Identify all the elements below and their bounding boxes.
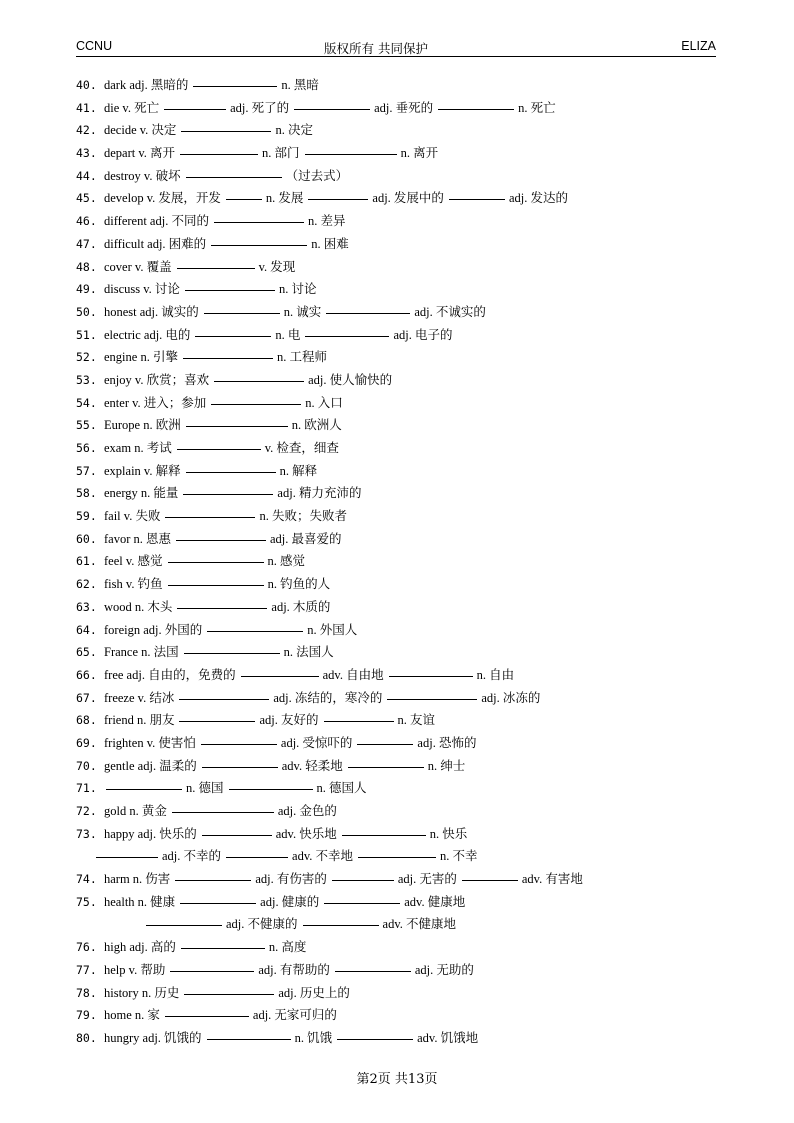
item-number: 66. bbox=[76, 667, 97, 682]
word-text: adj. 电子的 bbox=[393, 327, 453, 342]
vocab-line bbox=[76, 233, 726, 256]
word-text: health n. 健康 bbox=[104, 894, 176, 909]
answer-blank[interactable] bbox=[332, 868, 394, 881]
item-number: 55. bbox=[76, 418, 97, 433]
word-text: n. 法国人 bbox=[283, 645, 334, 660]
item-number: 69. bbox=[76, 735, 97, 750]
word-text: adv. 不健康地 bbox=[382, 917, 457, 932]
word-text: adj. 无助的 bbox=[414, 962, 474, 977]
word-text: exam n. 考试 bbox=[104, 441, 172, 455]
word-text: adv. 自由地 bbox=[322, 667, 384, 682]
word-text: n. 离开 bbox=[400, 146, 439, 161]
item-number: 42. bbox=[76, 123, 97, 138]
item-number: 48. bbox=[76, 259, 97, 274]
word-text: friend n. 朋友 bbox=[104, 713, 175, 728]
answer-blank[interactable] bbox=[202, 755, 278, 768]
word-text: n. 部门 bbox=[262, 146, 300, 161]
word-text: n. 饥饿 bbox=[294, 1030, 333, 1045]
word-text: adj. 友好的 bbox=[259, 713, 319, 728]
word-text: n. 高度 bbox=[268, 940, 307, 955]
answer-blank[interactable] bbox=[195, 324, 271, 337]
vocab-line bbox=[76, 641, 726, 664]
vocab-line bbox=[76, 596, 726, 619]
answer-blank[interactable] bbox=[193, 74, 277, 87]
word-text: n. 欧洲人 bbox=[291, 418, 342, 433]
item-number: 53. bbox=[76, 372, 97, 387]
word-text: adv. 健康地 bbox=[404, 894, 466, 909]
vocab-line bbox=[76, 437, 726, 460]
answer-blank[interactable] bbox=[106, 777, 182, 790]
answer-blank[interactable] bbox=[181, 119, 271, 132]
word-text: adj. 不健康的 bbox=[226, 917, 298, 932]
item-number: 71. bbox=[76, 781, 97, 796]
header-center: 版权所有 共同保护 bbox=[324, 41, 428, 56]
word-text: n. 不幸 bbox=[440, 849, 478, 864]
answer-blank[interactable] bbox=[146, 913, 222, 926]
word-text: hungry adj. 饥饿的 bbox=[104, 1030, 202, 1045]
word-text: adj. 冻结的，寒冷的 bbox=[273, 690, 383, 705]
answer-blank[interactable] bbox=[172, 800, 274, 813]
answer-blank[interactable] bbox=[202, 823, 272, 836]
item-number: 68. bbox=[76, 713, 97, 728]
word-text: adj. 使人愉快的 bbox=[308, 372, 393, 387]
word-text: adj. 垂死的 bbox=[374, 100, 434, 115]
word-text: freeze v. 结冰 bbox=[104, 690, 175, 705]
answer-blank[interactable] bbox=[165, 505, 255, 518]
vocab-line bbox=[76, 119, 726, 142]
item-number: 40. bbox=[76, 78, 97, 92]
vocab-line bbox=[76, 278, 726, 301]
word-text: dark adj. 黑暗的 bbox=[104, 78, 189, 92]
word-text: home n. 家 bbox=[104, 1008, 160, 1023]
vocab-line bbox=[76, 891, 726, 914]
vocab-line bbox=[76, 392, 726, 415]
item-number: 41. bbox=[76, 100, 97, 115]
word-text: n. 快乐 bbox=[429, 826, 468, 841]
vocabulary-list bbox=[76, 74, 726, 1050]
answer-blank[interactable] bbox=[177, 596, 267, 609]
item-number: 78. bbox=[76, 985, 97, 1000]
item-number: 44. bbox=[76, 168, 97, 183]
vocab-line bbox=[76, 913, 726, 936]
answer-blank[interactable] bbox=[179, 687, 269, 700]
word-text: n. 友谊 bbox=[397, 713, 436, 728]
word-text: adj. 无家可归的 bbox=[252, 1008, 337, 1023]
word-text: n. 德国 bbox=[186, 781, 224, 796]
word-text: harm n. 伤害 bbox=[104, 872, 171, 887]
word-text: wood n. 木头 bbox=[104, 599, 173, 614]
word-text: n. 决定 bbox=[275, 123, 313, 138]
word-text: happy adj. 快乐的 bbox=[104, 826, 197, 841]
word-text: enjoy v. 欣赏；喜欢 bbox=[104, 372, 210, 387]
word-text: n. 自由 bbox=[476, 667, 515, 682]
answer-blank[interactable] bbox=[449, 187, 505, 200]
vocab-line bbox=[76, 1027, 726, 1050]
item-number: 73. bbox=[76, 826, 97, 841]
answer-blank[interactable] bbox=[438, 97, 514, 110]
word-text: v. 发现 bbox=[258, 259, 296, 274]
item-number: 79. bbox=[76, 1008, 97, 1023]
page-footer: 第2页 共13页 bbox=[356, 1072, 438, 1087]
word-text: discuss v. 讨论 bbox=[104, 282, 180, 297]
word-text: cover v. 覆盖 bbox=[104, 259, 172, 274]
vocab-line bbox=[76, 97, 726, 120]
vocab-line bbox=[76, 732, 726, 755]
word-text: adv. 饥饿地 bbox=[417, 1030, 479, 1045]
answer-blank[interactable] bbox=[308, 187, 368, 200]
answer-blank[interactable] bbox=[342, 823, 426, 836]
answer-blank[interactable] bbox=[207, 1027, 291, 1040]
word-text: electric adj. 电的 bbox=[104, 327, 191, 342]
word-text: enter v. 进入；参加 bbox=[104, 395, 207, 410]
answer-blank[interactable] bbox=[96, 845, 158, 858]
word-text: n. 困难 bbox=[311, 236, 349, 251]
answer-blank[interactable] bbox=[165, 1004, 249, 1017]
item-number: 72. bbox=[76, 804, 97, 818]
item-number: 57. bbox=[76, 463, 97, 478]
word-text: fish v. 钓鱼 bbox=[104, 577, 163, 592]
answer-blank[interactable] bbox=[294, 97, 370, 110]
word-text: adj. 发达的 bbox=[508, 191, 568, 206]
word-text: explain v. 解释 bbox=[104, 463, 181, 478]
page-header bbox=[76, 38, 716, 57]
item-number: 51. bbox=[76, 327, 97, 342]
answer-blank[interactable] bbox=[183, 346, 273, 359]
answer-blank[interactable] bbox=[186, 165, 282, 178]
word-text: honest adj. 诚实的 bbox=[104, 304, 199, 319]
word-text: free adj. 自由的，免费的 bbox=[104, 667, 236, 682]
header-right: ELIZA bbox=[681, 39, 716, 53]
word-text: energy n. 能量 bbox=[104, 486, 179, 501]
vocab-line bbox=[76, 709, 726, 732]
word-text: adj. 恐怖的 bbox=[417, 735, 477, 750]
vocab-line bbox=[76, 823, 726, 846]
item-number: 80. bbox=[76, 1030, 97, 1045]
answer-blank[interactable] bbox=[183, 482, 273, 495]
item-number: 74. bbox=[76, 872, 97, 887]
word-text: feel v. 感觉 bbox=[104, 554, 163, 569]
word-text: （过去式） bbox=[285, 168, 349, 183]
word-text: gentle adj. 温柔的 bbox=[104, 758, 197, 773]
answer-blank[interactable] bbox=[348, 755, 424, 768]
word-text: foreign adj. 外国的 bbox=[104, 622, 203, 637]
answer-blank[interactable] bbox=[241, 664, 319, 677]
vocab-line bbox=[76, 74, 726, 97]
answer-blank[interactable] bbox=[324, 891, 400, 904]
item-number: 47. bbox=[76, 236, 97, 251]
item-number: 43. bbox=[76, 146, 97, 161]
answer-blank[interactable] bbox=[326, 301, 410, 314]
answer-blank[interactable] bbox=[170, 959, 254, 972]
answer-blank[interactable] bbox=[185, 278, 275, 291]
vocab-line bbox=[76, 210, 726, 233]
word-text: n. 死亡 bbox=[518, 100, 556, 115]
word-text: n. 差异 bbox=[307, 214, 346, 229]
vocab-line bbox=[76, 777, 726, 800]
item-number: 65. bbox=[76, 645, 97, 660]
vocab-line bbox=[76, 414, 726, 437]
item-number: 54. bbox=[76, 395, 97, 410]
word-text: destroy v. 破坏 bbox=[104, 168, 181, 183]
vocab-line bbox=[76, 1004, 726, 1027]
vocab-line bbox=[76, 256, 726, 279]
item-number: 56. bbox=[76, 441, 97, 455]
answer-blank[interactable] bbox=[324, 709, 394, 722]
item-number: 77. bbox=[76, 962, 97, 977]
word-text: n. 外国人 bbox=[307, 622, 358, 637]
answer-blank[interactable] bbox=[176, 528, 266, 541]
word-text: favor n. 恩惠 bbox=[104, 531, 171, 546]
answer-blank[interactable] bbox=[164, 97, 226, 110]
word-text: help v. 帮助 bbox=[104, 962, 166, 977]
answer-blank[interactable] bbox=[211, 233, 307, 246]
answer-blank[interactable] bbox=[389, 664, 473, 677]
word-text: adj. 木质的 bbox=[271, 599, 331, 614]
word-text: engine n. 引擎 bbox=[104, 350, 178, 365]
vocab-line bbox=[76, 755, 726, 778]
word-text: adj. 健康的 bbox=[260, 894, 320, 909]
vocab-line bbox=[76, 301, 726, 324]
item-number: 60. bbox=[76, 531, 97, 546]
item-number: 58. bbox=[76, 486, 97, 501]
vocab-line bbox=[76, 800, 726, 823]
answer-blank[interactable] bbox=[214, 369, 304, 382]
answer-blank[interactable] bbox=[168, 573, 264, 586]
item-number: 59. bbox=[76, 509, 97, 524]
word-text: history n. 历史 bbox=[104, 985, 180, 1000]
vocab-line bbox=[76, 687, 726, 710]
item-number: 67. bbox=[76, 690, 97, 705]
vocab-line bbox=[76, 936, 726, 959]
vocab-line bbox=[76, 573, 726, 596]
vocab-line bbox=[76, 550, 726, 573]
vocab-line bbox=[76, 187, 726, 210]
header-left: CCNU bbox=[76, 39, 113, 53]
word-text: n. 电 bbox=[275, 327, 301, 342]
answer-blank[interactable] bbox=[184, 982, 274, 995]
word-text: n. 入口 bbox=[305, 395, 343, 410]
word-text: adv. 不幸地 bbox=[292, 849, 354, 864]
answer-blank[interactable] bbox=[358, 845, 436, 858]
word-text: frighten v. 使害怕 bbox=[104, 735, 196, 750]
word-text: adv. 快乐地 bbox=[275, 826, 337, 841]
vocab-line bbox=[76, 324, 726, 347]
answer-blank[interactable] bbox=[335, 959, 411, 972]
item-number: 46. bbox=[76, 214, 97, 229]
answer-blank[interactable] bbox=[168, 550, 264, 563]
word-text: adj. 精力充沛的 bbox=[277, 486, 362, 501]
item-number: 76. bbox=[76, 940, 97, 955]
word-text: decide v. 决定 bbox=[104, 123, 177, 138]
word-text: n. 诚实 bbox=[283, 304, 322, 319]
word-text: n. 发展 bbox=[265, 191, 304, 206]
item-number: 75. bbox=[76, 894, 97, 909]
vocab-line bbox=[76, 982, 726, 1005]
word-text: n. 钓鱼的人 bbox=[267, 577, 331, 592]
vocab-line bbox=[76, 482, 726, 505]
word-text: adj. 冰冻的 bbox=[481, 690, 541, 705]
answer-blank[interactable] bbox=[179, 709, 255, 722]
word-text: gold n. 黄金 bbox=[104, 804, 167, 818]
answer-blank[interactable] bbox=[305, 142, 397, 155]
word-text: adj. 最喜爱的 bbox=[270, 531, 342, 546]
word-text: France n. 法国 bbox=[104, 645, 179, 660]
item-number: 50. bbox=[76, 304, 97, 319]
word-text: n. 工程师 bbox=[276, 350, 327, 365]
word-text: adj. 不诚实的 bbox=[414, 304, 486, 319]
word-text: adj. 死了的 bbox=[230, 100, 290, 115]
vocab-line bbox=[76, 505, 726, 528]
word-text: develop v. 发展，开发 bbox=[104, 191, 221, 206]
answer-blank[interactable] bbox=[175, 868, 251, 881]
word-text: adj. 不幸的 bbox=[162, 849, 222, 864]
item-number: 61. bbox=[76, 554, 97, 569]
vocab-line bbox=[76, 165, 726, 188]
answer-blank[interactable] bbox=[337, 1027, 413, 1040]
answer-blank[interactable] bbox=[229, 777, 313, 790]
answer-blank[interactable] bbox=[462, 868, 518, 881]
answer-blank[interactable] bbox=[201, 732, 277, 745]
item-number: 52. bbox=[76, 350, 97, 365]
vocab-line bbox=[76, 346, 726, 369]
word-text: n. 黑暗 bbox=[281, 78, 319, 92]
answer-blank[interactable] bbox=[177, 437, 261, 450]
vocab-line bbox=[76, 959, 726, 982]
item-number: 62. bbox=[76, 577, 97, 592]
answer-blank[interactable] bbox=[186, 460, 276, 473]
item-number: 45. bbox=[76, 191, 97, 206]
vocab-line bbox=[76, 845, 726, 868]
word-text: adv. 轻柔地 bbox=[281, 758, 343, 773]
answer-blank[interactable] bbox=[186, 414, 288, 427]
word-text: adj. 金色的 bbox=[277, 804, 337, 818]
vocab-line bbox=[76, 868, 726, 891]
vocab-line bbox=[76, 528, 726, 551]
answer-blank[interactable] bbox=[180, 142, 258, 155]
word-text: adj. 无害的 bbox=[397, 872, 457, 887]
word-text: adv. 有害地 bbox=[521, 872, 583, 887]
word-text: adj. 发展中的 bbox=[372, 191, 444, 206]
answer-blank[interactable] bbox=[211, 392, 301, 405]
item-number: 49. bbox=[76, 282, 97, 297]
word-text: n. 德国人 bbox=[316, 781, 367, 796]
answer-blank[interactable] bbox=[214, 210, 304, 223]
word-text: n. 感觉 bbox=[267, 554, 306, 569]
word-text: Europe n. 欧洲 bbox=[104, 418, 181, 433]
answer-blank[interactable] bbox=[387, 687, 477, 700]
vocab-line bbox=[76, 664, 726, 687]
item-number: 63. bbox=[76, 599, 97, 614]
answer-blank[interactable] bbox=[181, 936, 265, 949]
vocab-line bbox=[76, 369, 726, 392]
answer-blank[interactable] bbox=[207, 619, 303, 632]
vocab-line bbox=[76, 460, 726, 483]
word-text: depart v. 离开 bbox=[104, 146, 176, 161]
item-number: 70. bbox=[76, 758, 97, 773]
word-text: fail v. 失败 bbox=[104, 509, 161, 524]
word-text: adj. 有帮助的 bbox=[258, 962, 330, 977]
word-text: n. 绅士 bbox=[427, 758, 466, 773]
answer-blank[interactable] bbox=[180, 891, 256, 904]
answer-blank[interactable] bbox=[184, 641, 280, 654]
answer-blank[interactable] bbox=[177, 256, 255, 269]
word-text: adj. 历史上的 bbox=[278, 985, 350, 1000]
word-text: die v. 死亡 bbox=[104, 100, 160, 115]
word-text: adj. 受惊吓的 bbox=[280, 735, 353, 750]
vocab-line bbox=[76, 619, 726, 642]
answer-blank[interactable] bbox=[305, 324, 389, 337]
word-text: different adj. 不同的 bbox=[104, 214, 209, 229]
answer-blank[interactable] bbox=[303, 913, 379, 926]
item-number: 64. bbox=[76, 622, 97, 637]
word-text: difficult adj. 困难的 bbox=[104, 236, 207, 251]
word-text: n. 讨论 bbox=[278, 282, 317, 297]
answer-blank[interactable] bbox=[226, 187, 262, 200]
word-text: n. 失败；失败者 bbox=[259, 509, 347, 524]
word-text: v. 检查，细查 bbox=[264, 441, 339, 455]
answer-blank[interactable] bbox=[226, 845, 288, 858]
vocab-line bbox=[76, 142, 726, 165]
word-text: n. 解释 bbox=[279, 463, 318, 478]
word-text: adj. 有伤害的 bbox=[255, 872, 327, 887]
word-text: high adj. 高的 bbox=[104, 940, 176, 955]
answer-blank[interactable] bbox=[204, 301, 280, 314]
answer-blank[interactable] bbox=[357, 732, 413, 745]
